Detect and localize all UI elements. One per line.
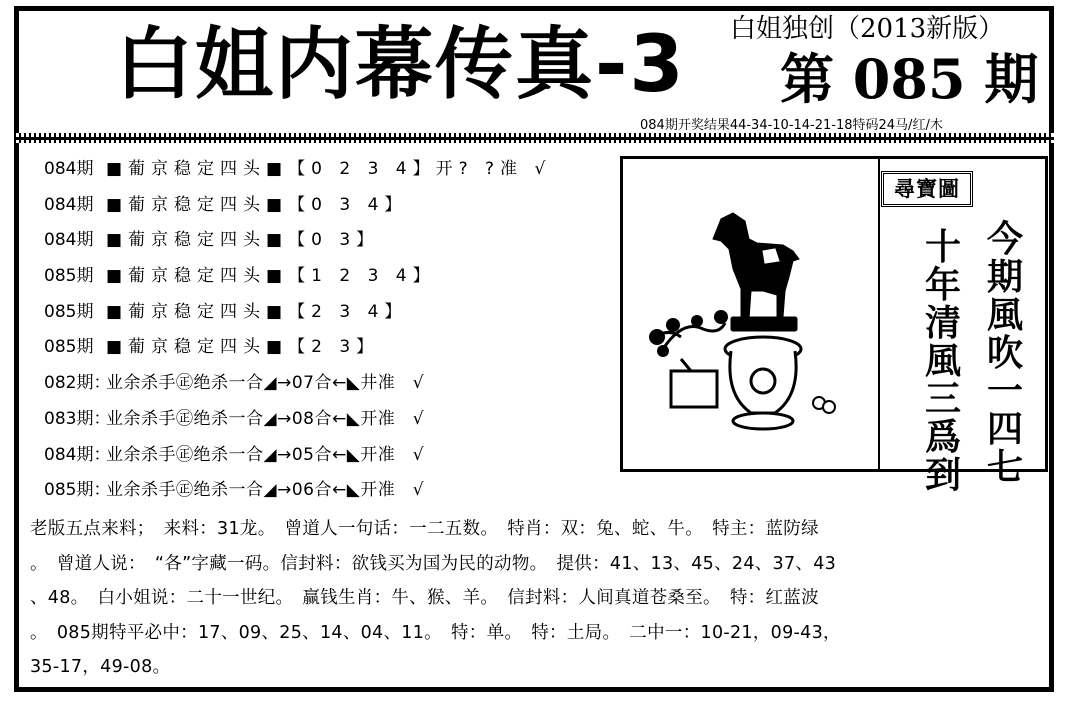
prediction-text: ■葡京稳定四头■【1 2 3 4】 <box>106 266 436 287</box>
period-label: 083期： <box>44 408 111 429</box>
info-line: 老版五点来料； 来料：31龙。 曾道人一句话：一二五数。 特肖：双：兔、蛇、牛。 特主：蓝防绿 <box>30 519 819 539</box>
prediction-row <box>44 188 604 224</box>
box-divider <box>878 159 880 469</box>
kill-text: 业余杀手㊣绝杀一合◢→06合←◣开准 √ <box>106 480 425 501</box>
period-label: 085期 <box>44 301 94 322</box>
prediction-text: ■葡京稳定四头■【0 2 3 4】开? ?准 √ <box>106 159 552 179</box>
poem-left-column: 十年清風三爲到 <box>924 227 961 496</box>
kill-text: 业余杀手㊣绝杀一合◢→05合←◣开准 √ <box>106 444 425 465</box>
poem-right-column: 今期風吹一四七 <box>986 219 1023 488</box>
prediction-row <box>44 259 604 295</box>
kill-row <box>44 438 604 474</box>
edition-label: 白姐独创（2013新版） <box>730 14 1005 44</box>
kill-row <box>44 402 604 438</box>
issue-number: 第 085 期 <box>780 47 1039 111</box>
info-line: 。 曾道人说： “各”字藏一码。信封料：欲钱买为国为民的动物。 提供：41、13、45、24、37、43 <box>30 553 837 574</box>
prediction-text: ■葡京稳定四头■【0 3 4】 <box>106 194 408 215</box>
prediction-row <box>44 295 604 331</box>
horse-vase-illustration <box>633 199 863 439</box>
info-line: 35-17，49-08。 <box>30 657 171 677</box>
kill-row <box>44 366 604 402</box>
last-draw-result: 084期开奖结果44-34-10-14-21-18特码24马/红/木 <box>640 118 943 133</box>
info-line: 。 085期特平必中：17、09、25、14、04、11。 特：单。 特：土局。 二中一：10-21，09-43， <box>30 622 841 643</box>
prediction-text: ■葡京稳定四头■【2 3 4】 <box>106 301 408 322</box>
header-divider <box>14 133 1054 143</box>
period-label: 085期 <box>44 337 94 358</box>
period-label: 084期 <box>44 194 94 215</box>
period-label: 084期 <box>44 159 94 179</box>
info-line: 、48。 白小姐说：二十一世纪。 赢钱生肖：牛、猴、羊。 信封料：人间真道苍桑至。 特：红蓝波 <box>30 588 819 608</box>
prediction-text: ■葡京稳定四头■【2 3】 <box>106 337 380 358</box>
treasure-map-tag: 尋寶圖 <box>881 171 973 207</box>
period-label: 084期 <box>44 230 94 251</box>
period-label: 082期： <box>44 373 111 394</box>
prediction-row <box>44 330 604 366</box>
info-paragraph <box>30 512 1045 685</box>
period-label: 085期： <box>44 480 111 501</box>
prediction-row <box>44 152 604 188</box>
kill-text: 业余杀手㊣绝杀一合◢→08合←◣开准 √ <box>106 408 425 429</box>
kill-text: 业余杀手㊣绝杀一合◢→07合←◣井准 √ <box>106 373 425 394</box>
prediction-row <box>44 223 604 259</box>
kill-row <box>44 473 604 509</box>
period-label: 084期： <box>44 444 111 465</box>
treasure-map-box <box>620 156 1048 496</box>
page-title: 白姐内幕传真-3 <box>115 20 686 110</box>
period-label: 085期 <box>44 266 94 287</box>
prediction-text: ■葡京稳定四头■【0 3】 <box>106 230 380 251</box>
prediction-list <box>44 152 604 509</box>
